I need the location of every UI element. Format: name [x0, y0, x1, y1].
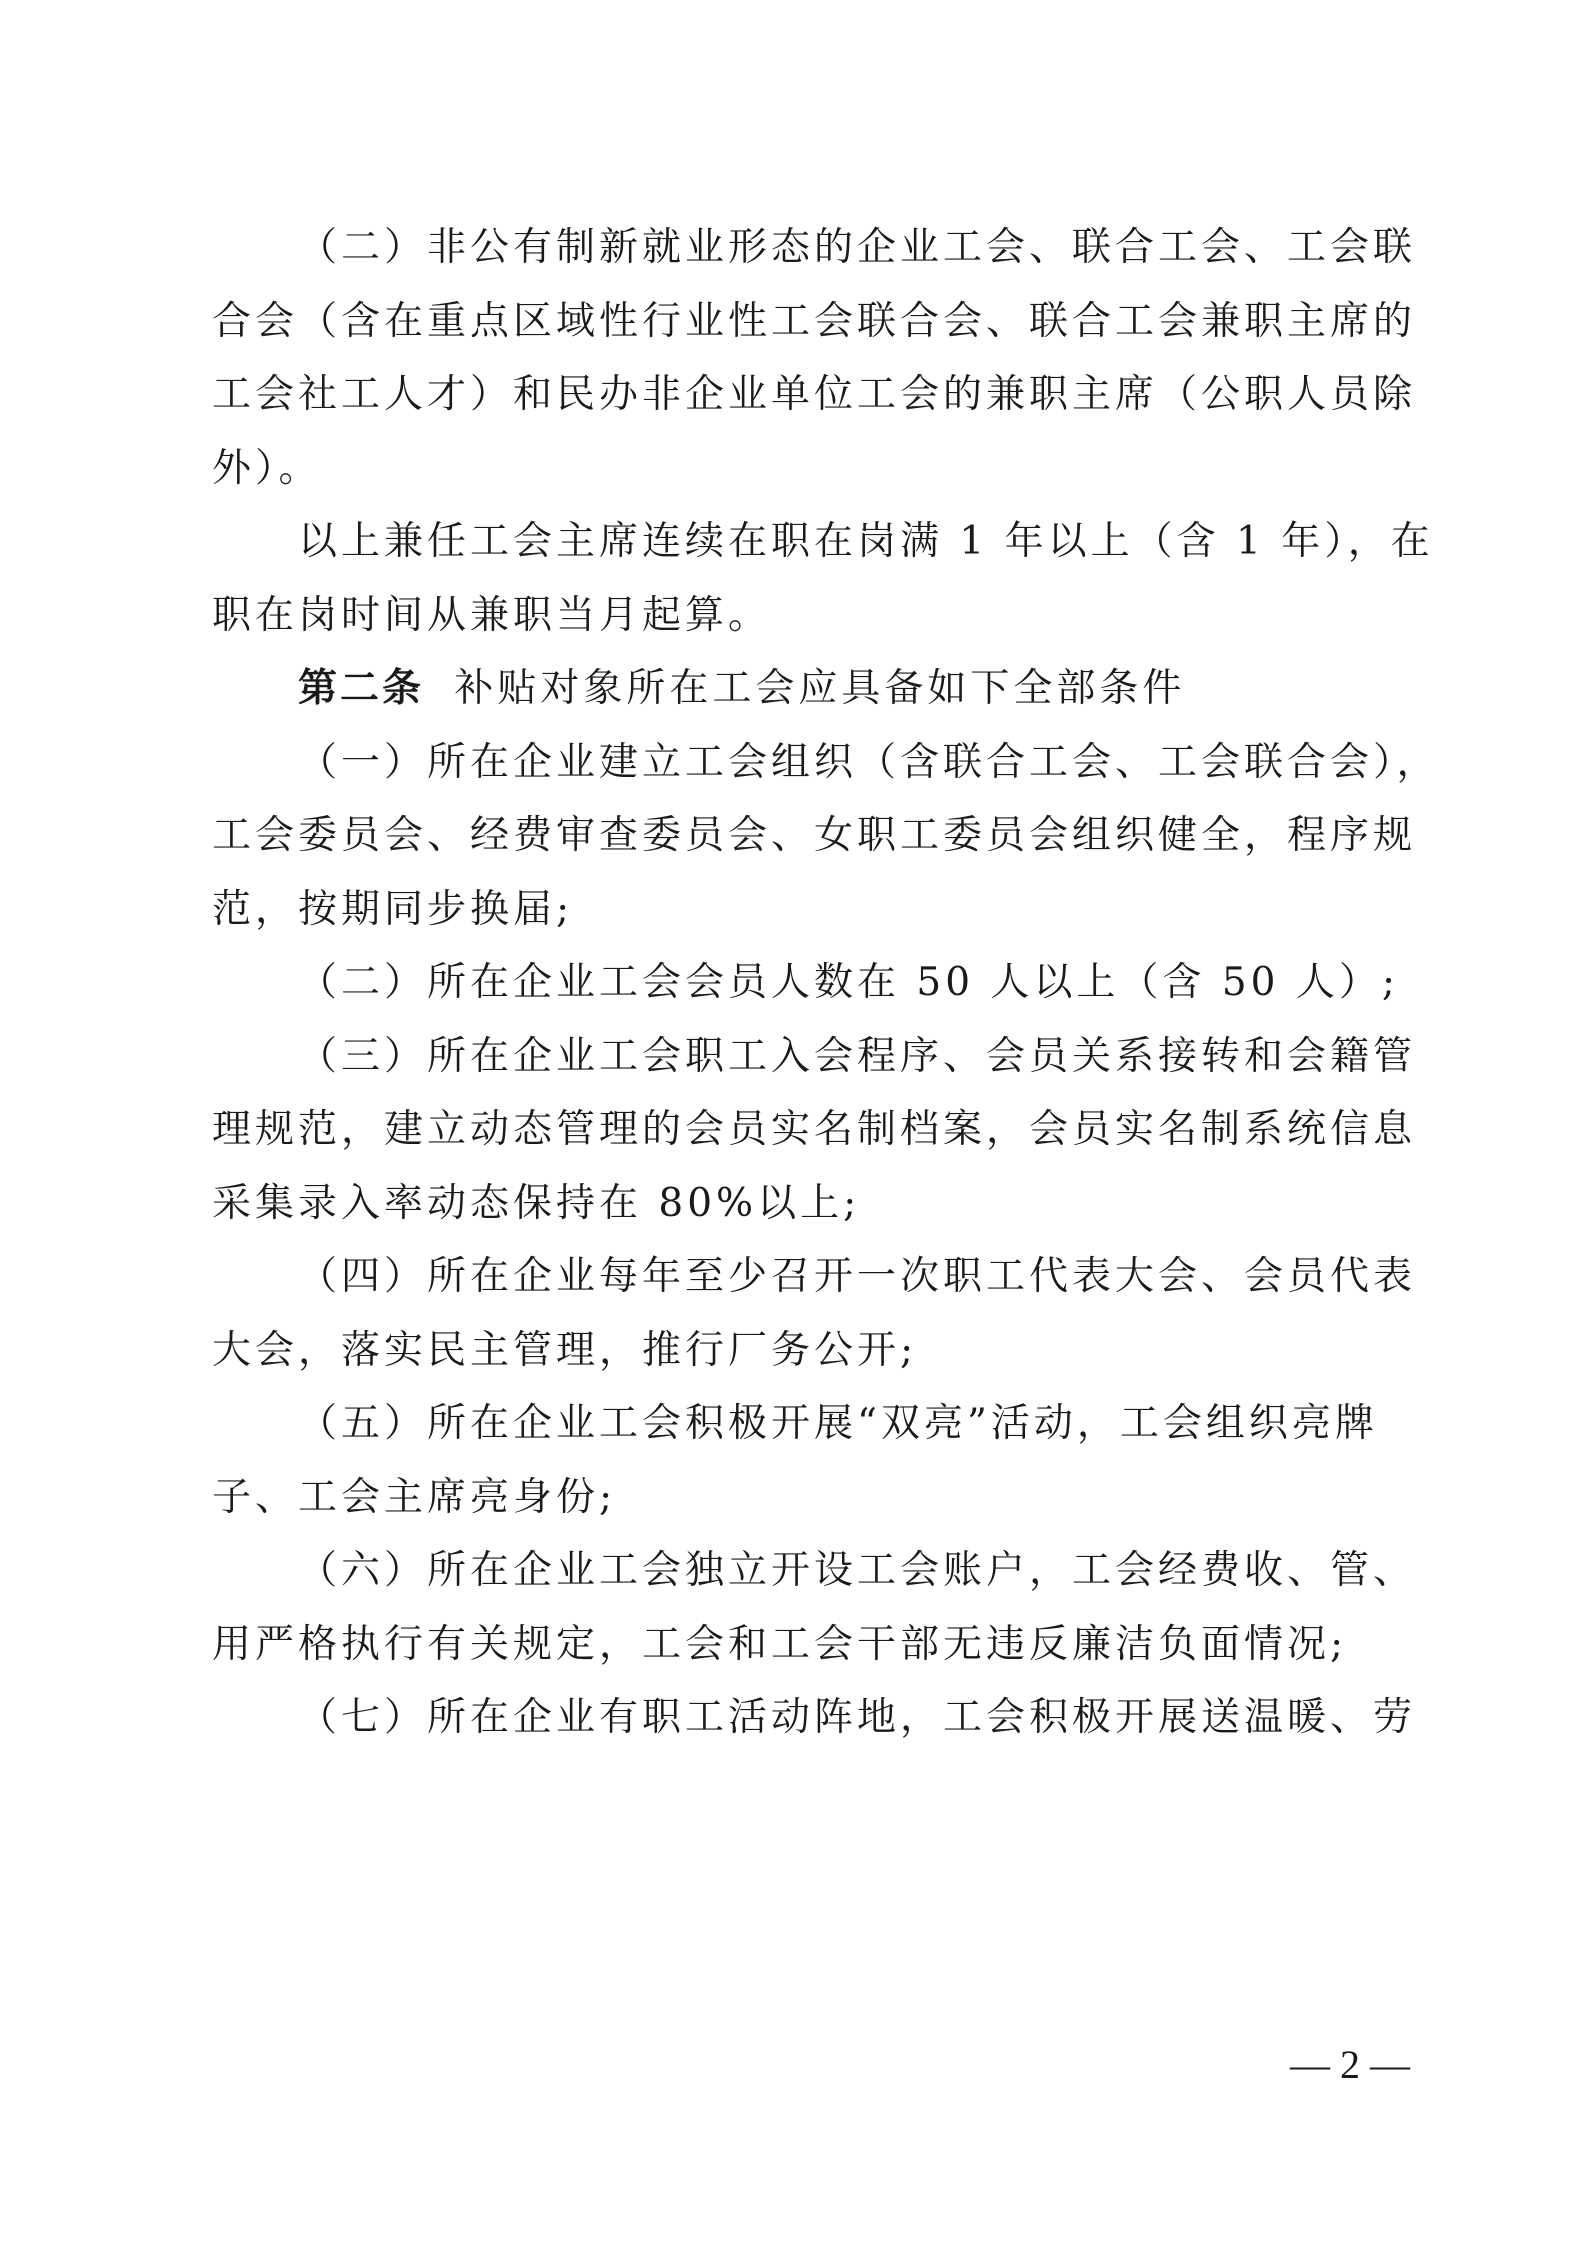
paragraph-line: （七）所在企业有职工活动阵地，工会积极开展送温暖、劳 [298, 1695, 1417, 1740]
paragraph-line: （二）非公有制新就业形态的企业工会、联合工会、工会联 [298, 225, 1417, 270]
paragraph-line: 职在岗时间从兼职当月起算。 [212, 593, 772, 638]
paragraph-line: 外）。 [212, 446, 322, 491]
paragraph-line: （一）所在企业建立工会组织（含联合工会、工会联合会）， [298, 740, 1440, 785]
paragraph-line: 子、工会主席亮身份; [212, 1475, 617, 1520]
paragraph-line: （五）所在企业工会积极开展“双亮”活动，工会组织亮牌 [298, 1401, 1378, 1446]
article-text: 补贴对象所在工会应具备如下全部条件 [454, 666, 1186, 711]
paragraph-line: （三）所在企业工会职工入会程序、会员关系接转和会籍管 [298, 1034, 1417, 1079]
paragraph-line: 工会社工人才）和民办非企业单位工会的兼职主席（公职人员除 [212, 372, 1417, 417]
paragraph-line: 用严格执行有关规定，工会和工会干部无违反廉洁负面情况; [212, 1622, 1348, 1667]
paragraph-line: 采集录入率动态保持在 80%以上; [212, 1181, 861, 1226]
page-number: — 2 — [1290, 2042, 1410, 2087]
article-line [298, 664, 1478, 714]
paragraph-line: 以上兼任工会主席连续在职在岗满 1 年以上（含 1 年），在 [298, 519, 1434, 564]
article-heading: 第二条 [298, 666, 425, 711]
paragraph-line: 范，按期同步换届; [212, 887, 574, 932]
paragraph-line: 合会（含在重点区域性行业性工会联合会、联合工会兼职主席的 [212, 299, 1417, 344]
paragraph-line: 大会，落实民主管理，推行厂务公开; [212, 1328, 918, 1373]
paragraph-line: （二）所在企业工会会员人数在 50 人以上（含 50 人）; [298, 960, 1399, 1005]
paragraph-line: 理规范，建立动态管理的会员实名制档案，会员实名制系统信息 [212, 1107, 1417, 1152]
paragraph-line: （六）所在企业工会独立开设工会账户，工会经费收、管、 [298, 1548, 1417, 1593]
paragraph-line: （四）所在企业每年至少召开一次职工代表大会、会员代表 [298, 1254, 1417, 1299]
paragraph-line: 工会委员会、经费审查委员会、女职工委员会组织健全，程序规 [212, 813, 1417, 858]
